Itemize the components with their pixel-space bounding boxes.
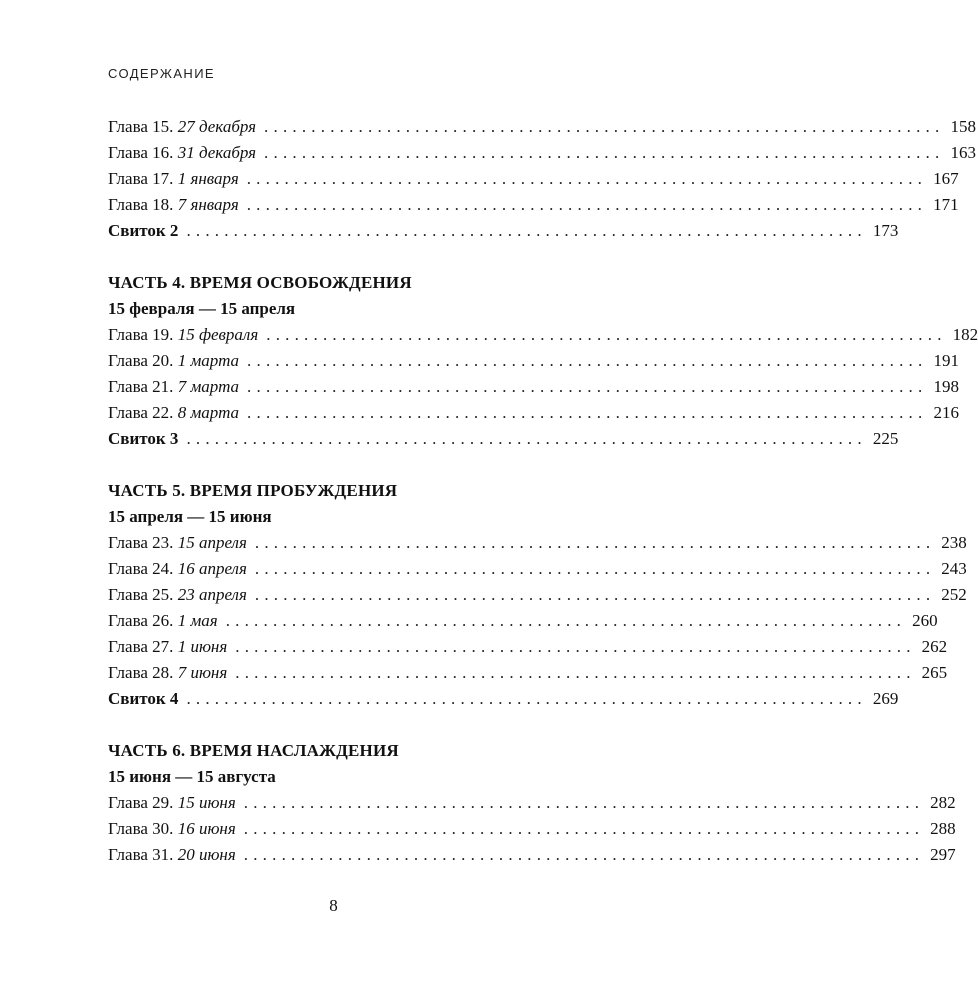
leader-dots: ........................................................................ (186, 221, 867, 240)
toc-entry-chapter-17[interactable] (108, 166, 959, 192)
toc-entry-chapter-21[interactable] (108, 374, 959, 400)
chapter-date: 15 апреля (177, 533, 247, 552)
toc-entry-scroll-4[interactable] (108, 686, 899, 712)
table-of-contents (108, 114, 978, 868)
page-number: 288 (930, 819, 956, 838)
chapter-prefix: Глава 26. (108, 611, 174, 630)
chapter-date: 16 июня (177, 819, 236, 838)
toc-entry-chapter-20[interactable] (108, 348, 959, 374)
page-number: 158 (950, 117, 976, 136)
part-6-dates: 15 июня — 15 августа (108, 767, 276, 786)
leader-dots: ........................................................................ (247, 403, 928, 422)
leader-dots: ........................................................................ (243, 793, 925, 812)
chapter-prefix: Глава 22. (108, 403, 174, 422)
chapter-date: 7 января (177, 195, 239, 214)
chapter-prefix: Глава 15. (108, 117, 174, 136)
page-number: 238 (941, 533, 967, 552)
leader-dots: ........................................................................ (243, 845, 925, 864)
chapter-date: 15 февраля (177, 325, 259, 344)
toc-entry-chapter-15[interactable] (108, 114, 976, 140)
part-4-dates: 15 февраля — 15 апреля (108, 299, 296, 318)
leader-dots: ........................................................................ (247, 351, 928, 370)
chapter-date: 7 июня (177, 663, 228, 682)
toc-entry-chapter-18[interactable] (108, 192, 959, 218)
page-number: 282 (930, 793, 956, 812)
page-number: 260 (912, 611, 938, 630)
scroll-label: Свиток 3 (108, 429, 179, 448)
chapter-date: 20 июня (177, 845, 236, 864)
page-folio: 8 (329, 896, 338, 915)
page-number: 198 (933, 377, 959, 396)
toc-entry-chapter-24[interactable] (108, 556, 967, 582)
chapter-prefix: Глава 27. (108, 637, 174, 656)
chapter-date: 31 декабря (177, 143, 257, 162)
chapter-date: 1 января (177, 169, 239, 188)
leader-dots: ........................................................................ (243, 819, 925, 838)
leader-dots: ........................................................................ (266, 325, 947, 344)
chapter-date: 16 апреля (177, 559, 247, 578)
page-number: 252 (941, 585, 967, 604)
toc-entry-chapter-26[interactable] (108, 608, 938, 634)
page-number: 163 (950, 143, 976, 162)
chapter-date: 15 июня (177, 793, 236, 812)
toc-entry-scroll-2[interactable] (108, 218, 899, 244)
chapter-prefix: Глава 31. (108, 845, 174, 864)
chapter-date: 8 марта (177, 403, 240, 422)
leader-dots: ........................................................................ (264, 117, 945, 136)
leader-dots: ........................................................................ (235, 637, 916, 656)
toc-entry-chapter-25[interactable] (108, 582, 967, 608)
leader-dots: ........................................................................ (246, 195, 928, 214)
chapter-prefix: Глава 19. (108, 325, 174, 344)
chapter-prefix: Глава 24. (108, 559, 174, 578)
chapter-prefix: Глава 28. (108, 663, 174, 682)
chapter-date: 1 марта (177, 351, 240, 370)
page-number: 171 (933, 195, 959, 214)
chapter-prefix: Глава 18. (108, 195, 174, 214)
leader-dots: ........................................................................ (254, 533, 936, 552)
chapter-date: 7 марта (177, 377, 240, 396)
chapter-date: 1 июня (177, 637, 228, 656)
leader-dots: ........................................................................ (186, 689, 867, 708)
page-number: 167 (933, 169, 959, 188)
chapter-prefix: Глава 23. (108, 533, 174, 552)
leader-dots: ........................................................................ (186, 429, 867, 448)
chapter-prefix: Глава 21. (108, 377, 174, 396)
toc-entry-chapter-19[interactable] (108, 322, 978, 348)
chapter-prefix: Глава 25. (108, 585, 174, 604)
page-number: 225 (872, 429, 899, 448)
part-6-title[interactable]: ЧАСТЬ 6. ВРЕМЯ НАСЛАЖДЕНИЯ (108, 741, 399, 760)
leader-dots: ........................................................................ (246, 169, 928, 188)
page-number: 265 (921, 663, 948, 682)
toc-entry-chapter-28[interactable] (108, 660, 948, 686)
toc-entry-chapter-23[interactable] (108, 530, 967, 556)
part-4-title[interactable]: ЧАСТЬ 4. ВРЕМЯ ОСВОБОЖДЕНИЯ (108, 273, 412, 292)
page-number: 269 (872, 689, 899, 708)
page-number: 216 (933, 403, 959, 422)
scroll-label: Свиток 4 (108, 689, 179, 708)
toc-entry-scroll-3[interactable] (108, 426, 899, 452)
toc-entry-chapter-16[interactable] (108, 140, 976, 166)
leader-dots: ........................................................................ (225, 611, 907, 630)
part-5-title[interactable]: ЧАСТЬ 5. ВРЕМЯ ПРОБУЖДЕНИЯ (108, 481, 398, 500)
page-number: 297 (930, 845, 956, 864)
page-number: 182 (952, 325, 978, 344)
chapter-prefix: Глава 29. (108, 793, 174, 812)
scroll-label: Свиток 2 (108, 221, 179, 240)
chapter-prefix: Глава 20. (108, 351, 174, 370)
toc-entry-chapter-22[interactable] (108, 400, 959, 426)
chapter-date: 23 апреля (177, 585, 247, 604)
toc-entry-chapter-27[interactable] (108, 634, 948, 660)
page-number: 262 (921, 637, 948, 656)
toc-entry-chapter-29[interactable] (108, 790, 956, 816)
chapter-date: 27 декабря (177, 117, 257, 136)
leader-dots: ........................................................................ (247, 377, 928, 396)
chapter-date: 1 мая (177, 611, 218, 630)
leader-dots: ........................................................................ (254, 559, 936, 578)
running-head: СОДЕРЖАНИЕ (108, 66, 216, 81)
page-number: 173 (872, 221, 899, 240)
part-5-dates: 15 апреля — 15 июня (108, 507, 272, 526)
leader-dots: ........................................................................ (254, 585, 936, 604)
chapter-prefix: Глава 30. (108, 819, 174, 838)
leader-dots: ........................................................................ (264, 143, 945, 162)
chapter-prefix: Глава 16. (108, 143, 174, 162)
page-number: 243 (941, 559, 967, 578)
toc-entry-chapter-30[interactable] (108, 816, 956, 842)
toc-entry-chapter-31[interactable] (108, 842, 956, 868)
leader-dots: ........................................................................ (235, 663, 916, 682)
chapter-prefix: Глава 17. (108, 169, 174, 188)
page-number: 191 (933, 351, 959, 370)
